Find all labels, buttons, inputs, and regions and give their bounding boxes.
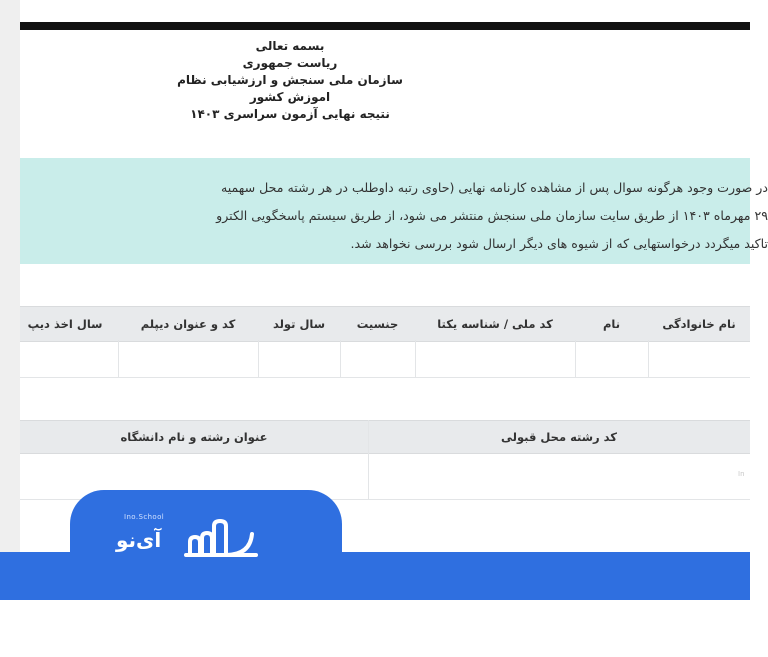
table-header-row: [20, 306, 750, 342]
brand-name: آی‌نو: [116, 528, 162, 552]
cell-divider: [575, 340, 576, 378]
notice-box: [20, 158, 768, 264]
cell-divider: [258, 340, 259, 378]
column-header-firstname: نام: [602, 317, 621, 331]
candidate-info-table: [20, 306, 750, 378]
header-line-bismillah: بسمه تعالی: [255, 39, 325, 53]
column-header-lastname: نام خانوادگی: [662, 317, 736, 331]
school-caption: Ino.School: [124, 513, 165, 521]
header-line-result-title: نتیجه نهایی آزمون سراسری ۱۴۰۳: [190, 107, 390, 121]
row-border: [20, 377, 750, 378]
admission-table: [20, 420, 750, 500]
column-header-diploma-year: سال اخذ دیپ: [27, 317, 103, 331]
header-line-organization: سازمان ملی سنجش و ارزشیابی نظام اموزش کشور: [177, 73, 403, 104]
notice-line-3: تاکید میگردد درخواستهایی که از شیوه های دیگر ارسال شود بررسی نخواهد شد.: [350, 236, 768, 251]
header-line-presidency: ریاست جمهوری: [242, 56, 338, 70]
watermark-text: In: [738, 470, 745, 478]
cell-divider: [368, 420, 369, 500]
column-header-gender: جنسیت: [356, 317, 399, 331]
notice-line-1: در صورت وجود هرگونه سوال پس از مشاهده کارنامه نهایی (حاوی رتبه داوطلب در هر رشته محل سهمیه: [220, 180, 768, 195]
cell-divider: [415, 340, 416, 378]
top-border-bar: [20, 22, 750, 30]
column-header-program-title: عنوان رشته و نام دانشگاه: [120, 430, 268, 444]
notice-line-2: ۲۹ مهرماه ۱۴۰۳ از طریق سایت سازمان ملی سنجش منتشر می شود، از طریق سیستم پاسخگویی الکترو: [216, 208, 768, 223]
column-header-program-code: کد رشته محل قبولی: [501, 430, 617, 444]
results-document: [20, 0, 768, 552]
cell-divider: [118, 340, 119, 378]
column-header-birth-year: سال تولد: [272, 317, 326, 331]
column-header-national-id: کد ملی / شناسه یکتا: [437, 317, 553, 331]
table-header-row: [20, 420, 750, 454]
cell-divider: [340, 340, 341, 378]
column-header-diploma: کد و عنوان دیپلم: [140, 317, 236, 331]
document-header: [160, 38, 420, 123]
cell-divider: [648, 340, 649, 378]
